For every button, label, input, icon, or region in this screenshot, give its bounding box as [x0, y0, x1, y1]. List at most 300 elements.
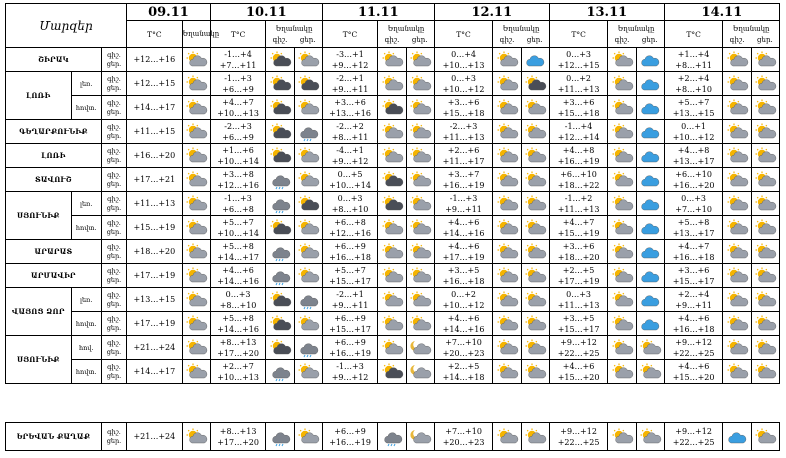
partly-cloudy-icon [378, 216, 406, 240]
night-temperature: 0…+3 [225, 289, 251, 299]
moon-cloud-icon [406, 360, 434, 384]
partly-cloudy-icon [723, 168, 751, 192]
partly-cloudy-icon [521, 264, 549, 288]
night-temperature: +4…+6 [562, 361, 595, 371]
partly-cloudy-icon [521, 240, 549, 264]
day-temperature: +18…+22 [557, 180, 600, 190]
night-temperature: +3…+6 [447, 97, 480, 107]
temperature-range [664, 312, 723, 336]
temperature-range [664, 288, 723, 312]
cloud-icon [636, 168, 664, 192]
partly-cloudy-icon [723, 72, 751, 96]
table-row [6, 360, 780, 384]
night-temperature: +6…+8 [334, 217, 366, 227]
temperature-range [322, 336, 377, 360]
temperature-range [434, 192, 493, 216]
night-temperature: +8…+13 [219, 337, 257, 347]
region-name: ՍՅՈՒՆԻՔ [6, 192, 72, 240]
partly-cloudy-icon [182, 96, 210, 120]
day-night-cell [101, 48, 126, 72]
day-night-cell [101, 192, 126, 216]
partly-cloudy-icon [182, 264, 210, 288]
temperature-range [434, 72, 493, 96]
table-row [6, 192, 780, 216]
night-temperature: -1…+3 [336, 361, 364, 371]
table-row [6, 72, 780, 96]
temperature-range [549, 240, 608, 264]
day-temperature: +10…+12 [442, 84, 485, 94]
night-temperature: +2…+7 [222, 361, 254, 371]
cloudy-icon [294, 72, 322, 96]
day-night-cell [101, 423, 126, 451]
partly-cloudy-icon [493, 192, 521, 216]
cloudy-icon [378, 192, 406, 216]
partly-cloudy-icon [608, 360, 636, 384]
date-header: 11.11 [322, 4, 434, 21]
weather-label: Եղանակը [387, 24, 425, 33]
region-name: ՎԱՅՈՑ ՁՈՐ [6, 288, 72, 336]
day-temperature: +15…+17 [329, 324, 371, 334]
day-temperature: +10…+13 [442, 60, 485, 70]
partly-cloudy-icon [378, 264, 406, 288]
night-temperature: +6…+10 [560, 169, 597, 179]
cloud-icon [636, 240, 664, 264]
night-temperature: +4…+8 [677, 145, 710, 155]
partly-cloudy-icon [182, 288, 210, 312]
cloud-icon [636, 216, 664, 240]
temperature-range [434, 48, 493, 72]
partly-cloudy-icon [493, 216, 521, 240]
partly-cloudy-icon [723, 240, 751, 264]
temperature-range [434, 312, 493, 336]
temperature-range [664, 360, 723, 384]
date-header: 14.11 [664, 4, 779, 21]
temperature-range: +16…+20 [127, 144, 182, 168]
table-row [6, 168, 780, 192]
day-temperature: +20…+23 [442, 437, 485, 447]
partly-cloudy-icon [521, 216, 549, 240]
partly-cloudy-icon [521, 288, 549, 312]
rain-cloud-icon [266, 168, 294, 192]
night-temperature: +5…+8 [222, 241, 254, 251]
temperature-range [210, 192, 265, 216]
temperature-range [664, 96, 723, 120]
temp-header: T°C [210, 21, 265, 48]
night-temperature: +1…+6 [222, 145, 254, 155]
partly-cloudy-icon [608, 423, 636, 451]
day-night-labels [378, 36, 434, 44]
day-temperature: +9…+12 [331, 60, 369, 70]
day-temperature: +22…+25 [672, 348, 715, 358]
day-temperature: +15…+20 [557, 372, 600, 382]
weather-header [493, 21, 550, 48]
night-label: գիշ. [107, 314, 121, 323]
cloud-icon [636, 120, 664, 144]
temperature-range [549, 288, 608, 312]
night-temperature: +4…+6 [447, 217, 480, 227]
day-temperature: +9…+11 [331, 300, 369, 310]
night-temperature: +4…+6 [222, 265, 254, 275]
night-temperature: +4…+6 [447, 313, 480, 323]
date-header: 10.11 [210, 4, 322, 21]
day-temperature: +16…+19 [557, 156, 600, 166]
partly-cloudy-icon [521, 423, 549, 451]
partly-cloudy-icon [723, 192, 751, 216]
night-label: գիշ. [107, 146, 121, 155]
table-row [6, 240, 780, 264]
day-night-cell [101, 168, 126, 192]
table-row [6, 48, 780, 72]
night-temperature: +7…+10 [445, 426, 482, 436]
partly-cloudy-icon [294, 423, 322, 451]
night-temperature: +4…+8 [562, 145, 595, 155]
partly-cloudy-icon [493, 312, 521, 336]
rain-cloud-icon [378, 423, 406, 451]
temperature-range [434, 240, 493, 264]
day-temperature: +10…+12 [442, 300, 485, 310]
temperature-range [549, 423, 608, 451]
temperature-range [434, 96, 493, 120]
cloud-icon [636, 312, 664, 336]
night-label: գիշ. [107, 50, 121, 59]
night-temperature: +1…+4 [677, 49, 710, 59]
temperature-range [210, 288, 265, 312]
weather-label: Եղանակը [732, 24, 770, 33]
night-label: գիշ. [107, 122, 121, 131]
day-temperature: +9…+11 [675, 300, 712, 310]
partly-cloudy-icon [182, 312, 210, 336]
yerevan-table [5, 422, 780, 451]
day-label: ցեր. [106, 436, 122, 445]
night-temperature: +2…+4 [677, 73, 710, 83]
partly-cloudy-icon [608, 72, 636, 96]
night-label: գիշ. [272, 35, 288, 44]
partly-cloudy-icon [294, 360, 322, 384]
partly-cloudy-icon [406, 264, 434, 288]
partly-cloudy-icon [406, 288, 434, 312]
temperature-range [322, 144, 377, 168]
partly-cloudy-icon [493, 48, 521, 72]
night-temperature: +9…+12 [675, 337, 712, 347]
night-temperature: +6…+9 [334, 337, 366, 347]
cloudy-icon [266, 216, 294, 240]
day-temperature: +18…+20 [557, 252, 600, 262]
night-temperature: +3…+6 [334, 97, 366, 107]
partly-cloudy-icon [751, 120, 779, 144]
day-temperature: +8…+11 [675, 60, 712, 70]
temperature-range [210, 144, 265, 168]
day-temperature: +9…+12 [331, 372, 369, 382]
partly-cloudy-icon [608, 144, 636, 168]
night-temperature: -1…+4 [224, 49, 252, 59]
temperature-range [322, 216, 377, 240]
temperature-range [434, 120, 493, 144]
partly-cloudy-icon [406, 240, 434, 264]
subregion-label: լեռ. [71, 72, 101, 96]
day-night-labels [266, 36, 322, 44]
table-row [6, 120, 780, 144]
partly-cloudy-icon [378, 72, 406, 96]
partly-cloudy-icon [608, 168, 636, 192]
temperature-range [322, 120, 377, 144]
temperature-range [210, 48, 265, 72]
day-label: ցեր. [106, 347, 122, 356]
partly-cloudy-icon [182, 360, 210, 384]
temperature-range [434, 360, 493, 384]
day-temperature: +17…+20 [217, 348, 259, 358]
night-label: գիշ. [729, 35, 745, 44]
cloud-icon [636, 288, 664, 312]
day-night-cell [101, 120, 126, 144]
temperature-range [322, 264, 377, 288]
day-label: ցեր. [641, 35, 658, 44]
temperature-range [210, 216, 265, 240]
night-temperature: 0…+3 [451, 73, 476, 83]
temperature-range [434, 423, 493, 451]
partly-cloudy-icon [378, 48, 406, 72]
day-label: ցեր. [106, 251, 122, 260]
temperature-range: +15…+19 [127, 216, 182, 240]
day-temperature: +15…+17 [329, 276, 371, 286]
partly-cloudy-icon [751, 72, 779, 96]
cloud-icon [636, 48, 664, 72]
partly-cloudy-icon [751, 192, 779, 216]
partly-cloudy-icon [636, 423, 664, 451]
date-header: 09.11 [127, 4, 211, 21]
partly-cloudy-icon [406, 48, 434, 72]
partly-cloudy-icon [493, 264, 521, 288]
partly-cloudy-icon [723, 120, 751, 144]
day-temperature: +8…+11 [331, 132, 369, 142]
day-temperature: +12…+16 [329, 228, 371, 238]
day-temperature: +10…+14 [329, 180, 371, 190]
day-temperature: +10…+13 [217, 372, 259, 382]
day-temperature: +16…+20 [672, 180, 715, 190]
night-temperature: 0…+3 [681, 193, 707, 203]
night-temperature: +2…+4 [677, 289, 710, 299]
day-temperature: +14…+16 [217, 324, 259, 334]
partly-cloudy-icon [608, 48, 636, 72]
weather-header [608, 21, 665, 48]
table-row [6, 264, 780, 288]
temperature-range [549, 312, 608, 336]
day-temperature: +15…+19 [557, 228, 600, 238]
temperature-range [322, 168, 377, 192]
table-row [6, 144, 780, 168]
temperature-range [322, 288, 377, 312]
table-row [6, 96, 780, 120]
rain-cloud-icon [266, 240, 294, 264]
partly-cloudy-icon [378, 144, 406, 168]
partly-cloudy-icon [521, 192, 549, 216]
partly-cloudy-icon [182, 192, 210, 216]
temperature-range: +12…+15 [127, 72, 182, 96]
night-temperature: +5…+7 [677, 97, 710, 107]
date-header: 12.11 [434, 4, 549, 21]
weather-header [723, 21, 780, 48]
day-temperature: +6…+8 [222, 204, 254, 214]
temperature-range: +17…+19 [127, 312, 182, 336]
partly-cloudy-icon [493, 336, 521, 360]
day-night-cell [101, 144, 126, 168]
day-temperature: +10…+14 [217, 228, 259, 238]
day-temperature: +13…+15 [672, 108, 715, 118]
temperature-range [434, 288, 493, 312]
night-temperature: +2…+5 [562, 265, 595, 275]
night-temperature: +6…+10 [675, 169, 712, 179]
day-temperature: +14…+16 [442, 228, 485, 238]
day-temperature: +8…+10 [675, 84, 712, 94]
partly-cloudy-icon [182, 216, 210, 240]
partly-cloudy-icon [378, 288, 406, 312]
region-name: ԳԵՂԱՐՔՈՒՆԻՔ [6, 120, 102, 144]
partly-cloudy-icon [493, 240, 521, 264]
day-label: ցեր. [106, 107, 122, 116]
day-temperature: +13…+16 [329, 108, 371, 118]
temperature-range [210, 120, 265, 144]
night-temperature: +4…+6 [677, 361, 710, 371]
day-night-cell [101, 96, 126, 120]
rain-cloud-icon [266, 360, 294, 384]
night-temperature: -4…+1 [336, 145, 364, 155]
temperature-range [210, 168, 265, 192]
temperature-range [210, 312, 265, 336]
night-temperature: +9…+12 [675, 426, 712, 436]
day-temperature: +7…+11 [219, 60, 257, 70]
day-night-cell [101, 360, 126, 384]
rain-cloud-icon [266, 192, 294, 216]
cloud-icon [636, 96, 664, 120]
night-temperature: 0…+5 [337, 169, 363, 179]
partly-cloudy-icon [723, 336, 751, 360]
day-label: ցեր. [526, 35, 543, 44]
day-night-labels [493, 36, 549, 44]
partly-cloudy-icon [406, 72, 434, 96]
temperature-range [210, 240, 265, 264]
weather-label: Եղանակը [502, 24, 540, 33]
partly-cloudy-icon [751, 336, 779, 360]
night-label: գիշ. [107, 338, 121, 347]
cloud-icon [636, 72, 664, 96]
day-temperature: +10…+14 [217, 156, 259, 166]
region-name: ԼՈՌԻ [6, 144, 102, 168]
day-night-cell [101, 264, 126, 288]
day-night-labels [723, 36, 779, 44]
night-temperature: 0…+1 [681, 121, 707, 131]
cloudy-icon [266, 48, 294, 72]
cloudy-icon [266, 336, 294, 360]
partly-cloudy-icon [493, 120, 521, 144]
partly-cloudy-icon [751, 264, 779, 288]
partly-cloudy-icon [294, 144, 322, 168]
day-label: ցեր. [106, 299, 122, 308]
night-temperature: 0…+2 [451, 289, 476, 299]
day-label: ցեր. [106, 323, 122, 332]
temperature-range [664, 240, 723, 264]
night-temperature: +9…+12 [560, 426, 597, 436]
rain-cloud-icon [294, 288, 322, 312]
day-label: ցեր. [757, 35, 773, 44]
partly-cloudy-icon [493, 144, 521, 168]
partly-cloudy-icon [493, 288, 521, 312]
partly-cloudy-icon [608, 240, 636, 264]
day-temperature: +16…+19 [329, 348, 371, 358]
temperature-range [322, 72, 377, 96]
day-temperature: +12…+14 [557, 132, 600, 142]
cloudy-icon [266, 72, 294, 96]
night-label: գիշ. [614, 35, 630, 44]
partly-cloudy-icon [406, 192, 434, 216]
partly-cloudy-icon [406, 120, 434, 144]
partly-cloudy-icon [182, 336, 210, 360]
day-temperature: +16…+19 [329, 437, 371, 447]
day-label: ցեր. [106, 131, 122, 140]
temperature-range [664, 216, 723, 240]
moon-cloud-icon [406, 336, 434, 360]
partly-cloudy-icon [521, 168, 549, 192]
temperature-range [549, 48, 608, 72]
night-temperature: +3…+7 [447, 169, 480, 179]
cloudy-icon [294, 192, 322, 216]
temperature-range [434, 144, 493, 168]
partly-cloudy-icon [493, 72, 521, 96]
partly-cloudy-icon [608, 96, 636, 120]
temperature-range: +17…+19 [127, 264, 182, 288]
partly-cloudy-icon [751, 96, 779, 120]
temperature-range [664, 168, 723, 192]
temperature-range: +17…+21 [127, 168, 182, 192]
day-temperature: +22…+25 [672, 437, 715, 447]
partly-cloudy-icon [723, 264, 751, 288]
partly-cloudy-icon [294, 168, 322, 192]
partly-cloudy-icon [751, 240, 779, 264]
cloud-icon [521, 48, 549, 72]
partly-cloudy-icon [751, 360, 779, 384]
day-label: ցեր. [106, 155, 122, 164]
partly-cloudy-icon [751, 423, 779, 451]
cloudy-icon [266, 96, 294, 120]
rain-cloud-icon [266, 264, 294, 288]
cloudy-icon [378, 360, 406, 384]
night-temperature: -1…+3 [224, 193, 252, 203]
partly-cloudy-icon [723, 288, 751, 312]
temperature-range [210, 96, 265, 120]
day-temperature: +13…+17 [672, 156, 715, 166]
temperature-range [210, 360, 265, 384]
partly-cloudy-icon [294, 264, 322, 288]
subregion-label: հովտ. [71, 312, 101, 336]
partly-cloudy-icon [723, 360, 751, 384]
temperature-range [549, 72, 608, 96]
temperature-range [210, 336, 265, 360]
night-temperature: +6…+9 [334, 313, 366, 323]
night-label: գիշ. [107, 427, 121, 436]
table-row [6, 288, 780, 312]
cloud-icon [636, 144, 664, 168]
temperature-range [664, 192, 723, 216]
night-label: գիշ. [107, 266, 121, 275]
cloudy-icon [266, 312, 294, 336]
cloudy-icon [266, 144, 294, 168]
day-temperature: +10…+13 [217, 108, 259, 118]
day-temperature: +14…+16 [217, 276, 259, 286]
day-temperature: +9…+11 [445, 204, 482, 214]
cloud-icon [636, 264, 664, 288]
night-temperature: -1…+3 [224, 73, 252, 83]
temperature-range: +11…+13 [127, 192, 182, 216]
night-temperature: +2…+6 [447, 145, 480, 155]
day-night-cell [101, 240, 126, 264]
